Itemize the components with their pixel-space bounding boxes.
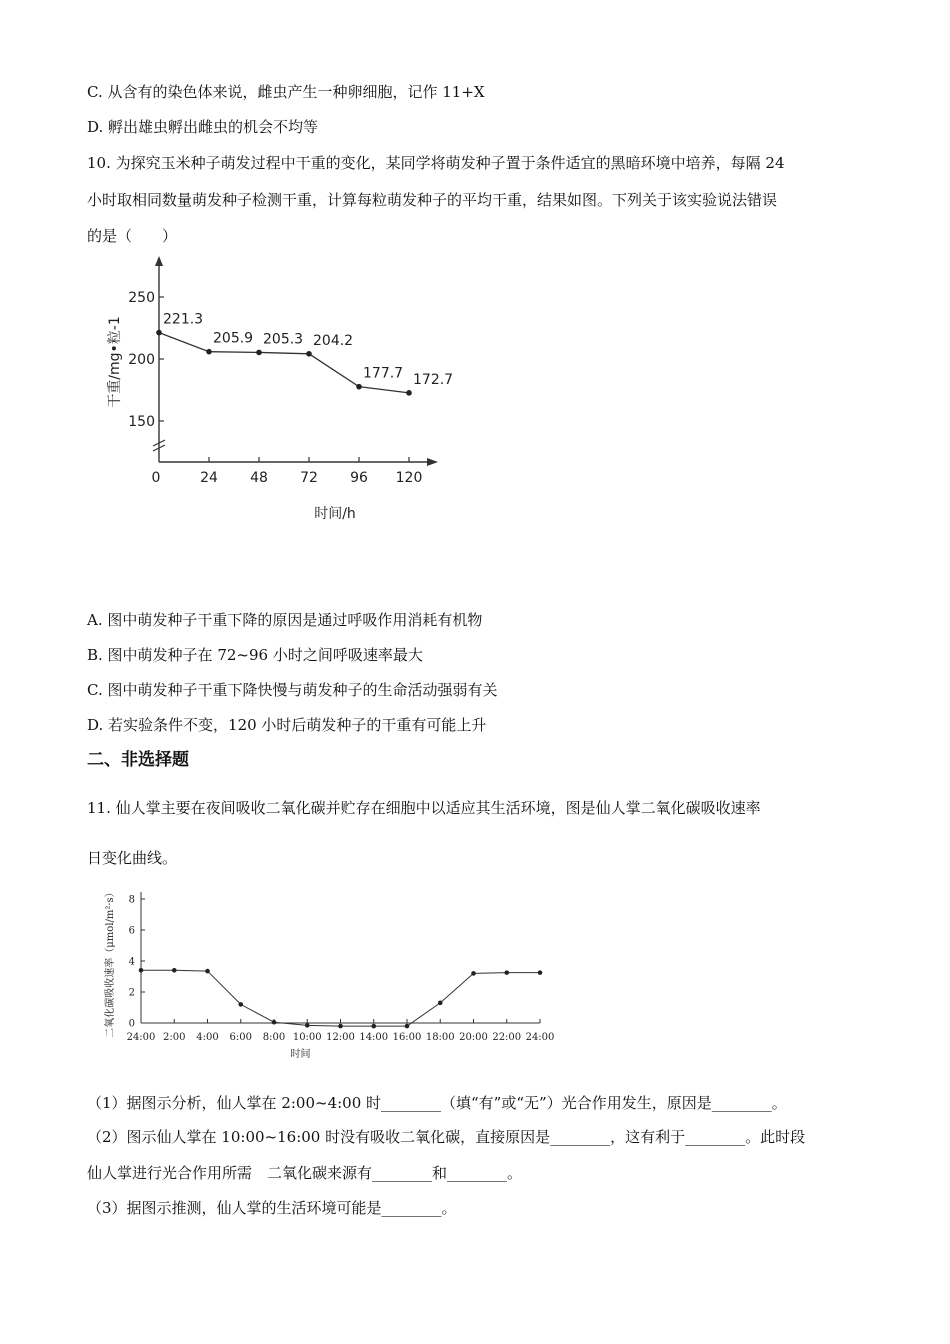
data-point (405, 1024, 410, 1029)
q9-option-d: D. 孵出雄虫孵出雌虫的机会不均等 (87, 118, 319, 136)
data-label: 172.7 (413, 371, 454, 388)
x-tick-label: 48 (250, 470, 268, 486)
y-tick-label: 0 (128, 1018, 135, 1030)
x-tick-label: 2:00 (163, 1032, 186, 1043)
data-point (406, 390, 412, 396)
y-axis-title: 二氧化碳吸收速率（μmol/m²·s） (105, 887, 116, 1038)
data-point (504, 970, 509, 975)
data-point (205, 969, 210, 974)
q10-option-d: D. 若实验条件不变，120 小时后萌发种子的干重有可能上升 (87, 716, 487, 734)
data-label: 177.7 (363, 365, 404, 382)
q10-stem-line-1: 10. 为探究玉米种子萌发过程中干重的变化，某同学将萌发种子置于条件适宜的黑暗环境中培养，每隔 24 (87, 154, 785, 172)
x-tick-label: 96 (350, 470, 368, 486)
data-point (338, 1024, 343, 1029)
q11-stem-line-2: 日变化曲线。 (87, 849, 178, 867)
data-point (356, 384, 362, 390)
x-tick-label: 8:00 (262, 1032, 286, 1043)
data-point (438, 1001, 443, 1006)
x-tick-label: 24:00 (525, 1032, 555, 1043)
q10-stem-line-2: 小时取相同数量萌发种子检测干重，计算每粒萌发种子的平均干重，结果如图。下列关于该实验说法错误 (87, 191, 778, 209)
data-point (256, 350, 262, 356)
y-tick-label: 4 (128, 956, 135, 968)
x-tick-label: 22:00 (492, 1032, 522, 1043)
data-label: 205.3 (263, 331, 304, 348)
data-point (272, 1020, 277, 1025)
data-point (238, 1002, 243, 1007)
x-axis-title: 时间 (290, 1049, 311, 1060)
x-tick-label: 12:00 (326, 1032, 355, 1043)
data-label: 205.9 (213, 330, 254, 347)
x-axis-title: 时间/h (314, 506, 356, 522)
data-point (139, 968, 144, 973)
x-tick-label: 10:00 (292, 1032, 322, 1043)
x-tick-label: 72 (300, 470, 318, 486)
x-tick-label: 14:00 (359, 1032, 389, 1043)
q11-sub-2: （2）图示仙人掌在 10:00~16:00 时没有吸收二氧化碳，直接原因是________，这有利于________。此时段 (87, 1128, 806, 1146)
x-tick-label: 0 (151, 470, 161, 486)
co2-absorption-chart (95, 880, 565, 1070)
y-tick-label: 2 (128, 987, 135, 999)
data-point (538, 970, 543, 975)
x-axis-arrow (427, 458, 438, 466)
data-point (471, 971, 476, 976)
q10-option-b: B. 图中萌发种子在 72~96 小时之间呼吸速率最大 (87, 646, 423, 664)
data-label: 221.3 (163, 311, 204, 328)
q10-option-a: A. 图中萌发种子干重下降的原因是通过呼吸作用消耗有机物 (87, 611, 483, 629)
data-point (206, 349, 212, 355)
x-tick-label: 4:00 (196, 1032, 219, 1043)
q11-sub-4: （3）据图示推测，仙人掌的生活环境可能是________。 (87, 1199, 457, 1217)
y-axis-arrow (155, 256, 163, 266)
y-axis-title: 干重/mg•粒-1 (107, 316, 123, 408)
q9-option-c: C. 从含有的染色体来说，雌虫产生一种卵细胞，记作 11+X (87, 83, 485, 101)
y-tick-label: 8 (128, 894, 135, 906)
x-tick-label: 120 (395, 470, 423, 486)
dry-weight-chart (95, 250, 455, 535)
y-tick-label: 6 (128, 925, 135, 937)
y-tick-label: 250 (128, 290, 155, 306)
data-label: 204.2 (313, 332, 354, 349)
x-tick-label: 24:00 (126, 1032, 156, 1043)
x-tick-label: 18:00 (425, 1032, 455, 1043)
data-point (305, 1023, 310, 1028)
y-tick-label: 150 (128, 414, 155, 430)
data-point (172, 968, 177, 973)
q10-stem-line-3: 的是（ ） (87, 227, 178, 245)
x-tick-label: 24 (200, 470, 218, 486)
data-point (156, 330, 162, 336)
x-tick-label: 6:00 (229, 1032, 252, 1043)
section-heading: 二、非选择题 (87, 750, 189, 770)
q11-sub-1: （1）据图示分析，仙人掌在 2:00~4:00 时________（填“有”或“无”）光合作用发生，原因是________。 (87, 1094, 787, 1112)
q11-stem-line-1: 11. 仙人掌主要在夜间吸收二氧化碳并贮存在细胞中以适应其生活环境，图是仙人掌二氧化碳吸收速率 (87, 799, 761, 817)
y-tick-label: 200 (128, 352, 155, 368)
data-point (306, 351, 312, 357)
q10-option-c: C. 图中萌发种子干重下降快慢与萌发种子的生命活动强弱有关 (87, 681, 498, 699)
data-point (371, 1024, 376, 1029)
q11-sub-3: 仙人掌进行光合作用所需 二氧化碳来源有________和________。 (87, 1164, 523, 1182)
x-tick-label: 20:00 (459, 1032, 488, 1043)
x-tick-label: 16:00 (392, 1032, 422, 1043)
series-line (141, 970, 540, 1026)
